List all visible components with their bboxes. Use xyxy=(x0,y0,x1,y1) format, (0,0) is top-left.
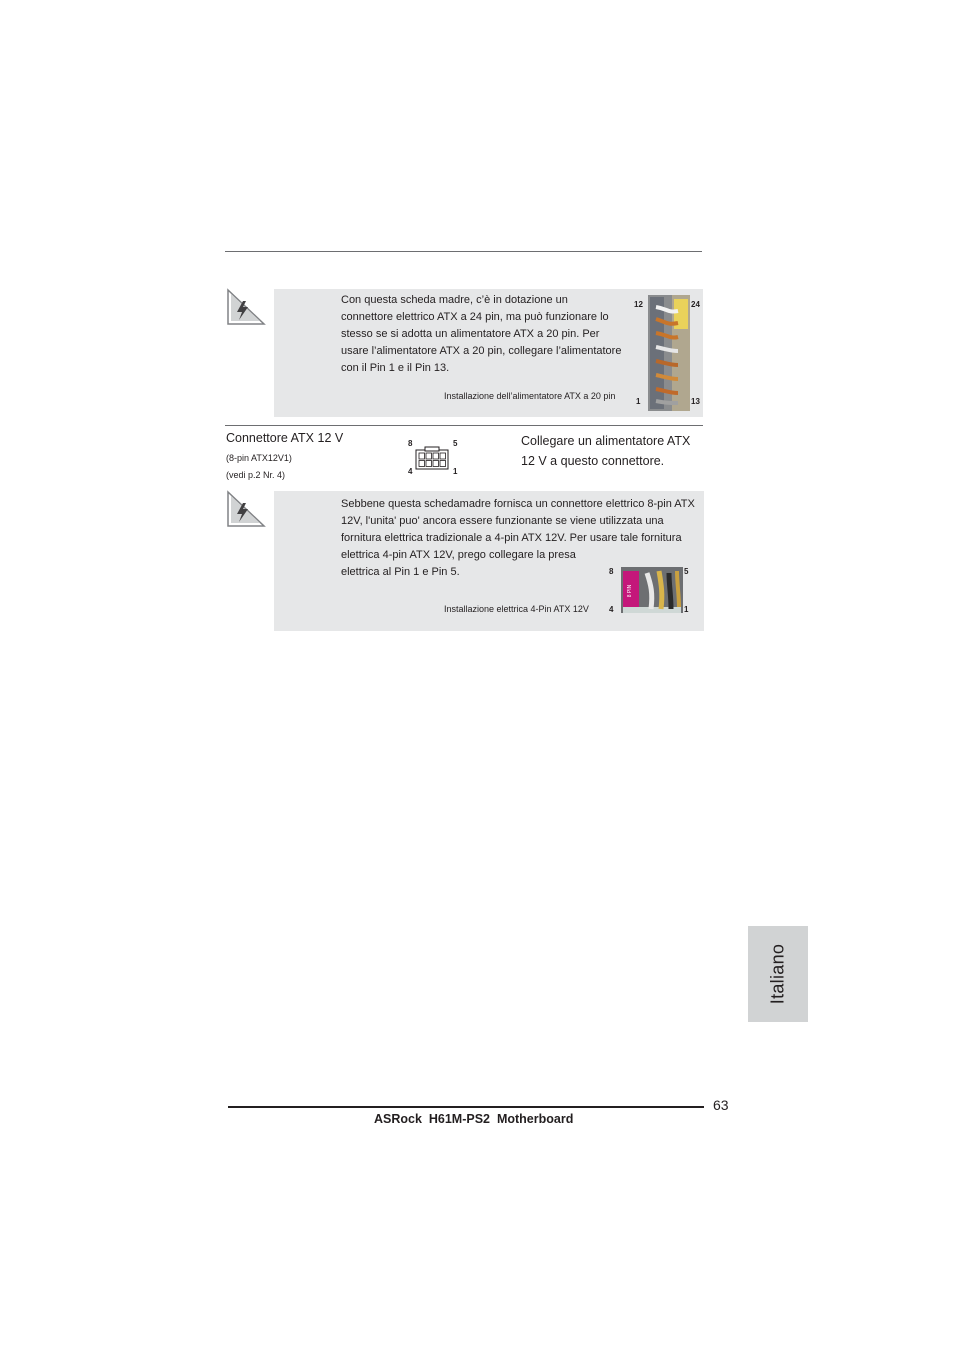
note2-line: Sebbene questa schedamadre fornisca un connettore elettrico 8-pin ATX xyxy=(341,498,695,510)
connector-pin-4: 4 xyxy=(408,467,413,476)
note1-text xyxy=(341,292,641,377)
note1-line: stesso se si adotta un alimentatore ATX a 20 pin. Per xyxy=(341,328,600,340)
note2-line: 12V, l'unita' puo' ancora essere funzionante se viene utilizzata una xyxy=(341,515,664,527)
atx-24pin-photo xyxy=(648,295,690,411)
photo-pin-4: 4 xyxy=(609,605,614,614)
connector-pin-1: 1 xyxy=(453,467,458,476)
pin-label-13: 13 xyxy=(691,397,700,406)
section-rule xyxy=(225,425,703,426)
connector-desc-line: Collegare un alimentatore ATX xyxy=(521,434,691,448)
page-number: 63 xyxy=(713,1097,729,1113)
warning-icon xyxy=(224,489,268,529)
language-tab xyxy=(748,926,808,1022)
connector-title: Connettore ATX 12 V xyxy=(226,431,344,445)
photo-label: 8 PIN xyxy=(627,584,633,598)
connector-description xyxy=(521,431,690,471)
note1-line: usare l’alimentatore ATX a 20 pin, collegare l’alimentatore xyxy=(341,345,622,357)
footer-model: ASRock H61M-PS2 Motherboard xyxy=(374,1112,574,1126)
note2-line: elettrica al Pin 1 e Pin 5. xyxy=(341,566,460,578)
atx-4pin-photo xyxy=(621,567,683,613)
connector-pin-8: 8 xyxy=(408,439,413,448)
note1-line: con il Pin 1 e il Pin 13. xyxy=(341,362,450,374)
note2-line: fornitura elettrica tradizionale a 4-pin ATX 12V. Per usare tale fornitura xyxy=(341,532,682,544)
connector-subtitle: (8-pin ATX12V1) xyxy=(226,453,292,463)
language-tab-label: Italiano xyxy=(767,943,788,1005)
pin-label-24: 24 xyxy=(691,300,700,309)
connector-page-ref: (vedi p.2 Nr. 4) xyxy=(226,470,286,480)
note1-line: connettore elettrico ATX a 24 pin, ma può funzionare lo xyxy=(341,311,609,323)
footer-rule xyxy=(228,1106,704,1108)
pin-label-12: 12 xyxy=(634,300,643,309)
photo-pin-5: 5 xyxy=(684,567,689,576)
connector-desc-line: 12 V a questo connettore. xyxy=(521,454,665,468)
top-rule xyxy=(225,251,702,252)
note2-line: elettrica 4-pin ATX 12V, prego collegare la presa xyxy=(341,549,576,561)
note2-caption: Installazione elettrica 4-Pin ATX 12V xyxy=(444,604,589,614)
photo-pin-8: 8 xyxy=(609,567,614,576)
note1-caption: Installazione dell’alimentatore ATX a 20 pin xyxy=(444,391,616,401)
connector-pin-5: 5 xyxy=(453,439,458,448)
photo-pin-1: 1 xyxy=(684,605,689,614)
warning-icon xyxy=(224,287,268,327)
atx12v-connector-diagram xyxy=(415,446,449,470)
note1-line: Con questa scheda madre, c’è in dotazione un xyxy=(341,294,568,306)
pin-label-1: 1 xyxy=(636,397,641,406)
